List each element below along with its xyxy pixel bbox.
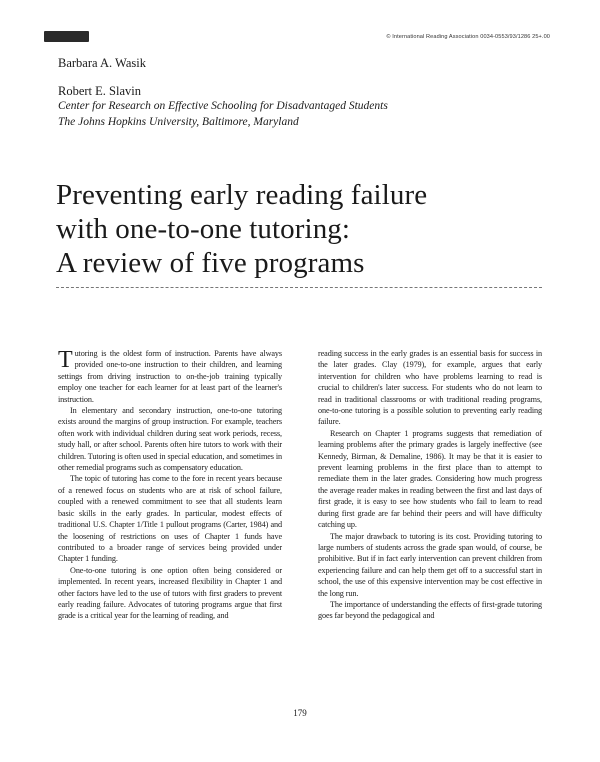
affiliation-line-2: The Johns Hopkins University, Baltimore, Maryland (58, 116, 299, 128)
header-mark (44, 31, 89, 42)
paragraph: The major drawback to tutoring is its cost. Providing tutoring to large numbers of students across the grade span would, of course, be prohibitive. But if in fact early intervention can prevent children from experiencing failure and can help them get off to a successful start in school, the use of this expensive intervention may be cost effective in the long run. (318, 531, 542, 598)
author-2: Robert E. Slavin (58, 84, 141, 98)
title-line-2: with one-to-one tutoring: (56, 213, 351, 245)
affiliation-line-1: Center for Research on Effective Schooling for Disadvantaged Students (58, 100, 388, 112)
drop-cap: T (58, 347, 73, 373)
article-title (56, 178, 576, 280)
copyright-notice: © International Reading Association 0034-0553/93/1286 25+.00 (386, 34, 550, 40)
paragraph: reading success in the early grades is an essential basis for success in the later grades. Clay (1979), for example, argues that early intervention for children who have problems learning to read is crucial to children's later success. For students who do not learn to read in traditional classrooms or with traditional reading programs, one-to-one tutoring is a possible solution to preventing early reading failure. (318, 349, 542, 427)
paragraph (58, 348, 282, 405)
title-divider (56, 287, 542, 288)
paragraph: The topic of tutoring has come to the fore in recent years because of a renewed focus on students who are at risk of school failure, coupled with a renewed commitment to see that all students learn basic skills in the early grades. In particular, modest effects of traditional U.S. Chapter 1/Title 1 pullout programs (Carter, 1984) and the loosening of restrictions on uses of Chapter 1 funds have contributed to a broader range of services being provided under Chapter 1 funding. (58, 474, 282, 564)
page-number: 179 (293, 708, 307, 718)
paragraph: The importance of understanding the effects of first-grade tutoring goes far beyond the pedagogical and (318, 599, 542, 621)
paragraph-text: utoring is the oldest form of instruction. Parents have always provided one-to-one instruction to their children, and learning settings from driving instruction to on-the-job training typically employ one teacher for each learner for at least part of the learner's instruction. (58, 349, 282, 404)
title-line-3: A review of five programs (56, 247, 365, 279)
title-line-1: Preventing early reading failure (56, 179, 428, 211)
paragraph: Research on Chapter 1 programs suggests that remediation of learning problems after the primary grades is largely ineffective (see Kennedy, Birman, & Demaline, 1986). It may be that it is easier to prevent learning problems in the first place than to attempt to remediate them in the later grades. Considering how much progress the average reader makes in reading between the first and last days of first grade, it is easy to see how students who fail to learn to read during first grade are far behind their peers and will have difficulty catching up. (318, 428, 542, 530)
body-column-right (318, 348, 542, 622)
paragraph: In elementary and secondary instruction, one-to-one tutoring exists around the margins of group instruction. For example, teachers often work with individual children during seat work periods, recess, study hall, or after school. Parents often hire tutors to work with their children. Tutoring is often used in special education, and sometimes in other remedial programs such as compensatory education. (58, 406, 282, 473)
author-1: Barbara A. Wasik (58, 56, 146, 70)
paragraph: One-to-one tutoring is one option often being considered or implemented. In recent years, increased flexibility in Chapter 1 and other factors have led to the use of tutors with first graders to prevent early reading failure. Advocates of tutoring programs argue that first grade is a critical year for the learning of reading, and (58, 565, 282, 621)
body-column-left (58, 348, 282, 622)
